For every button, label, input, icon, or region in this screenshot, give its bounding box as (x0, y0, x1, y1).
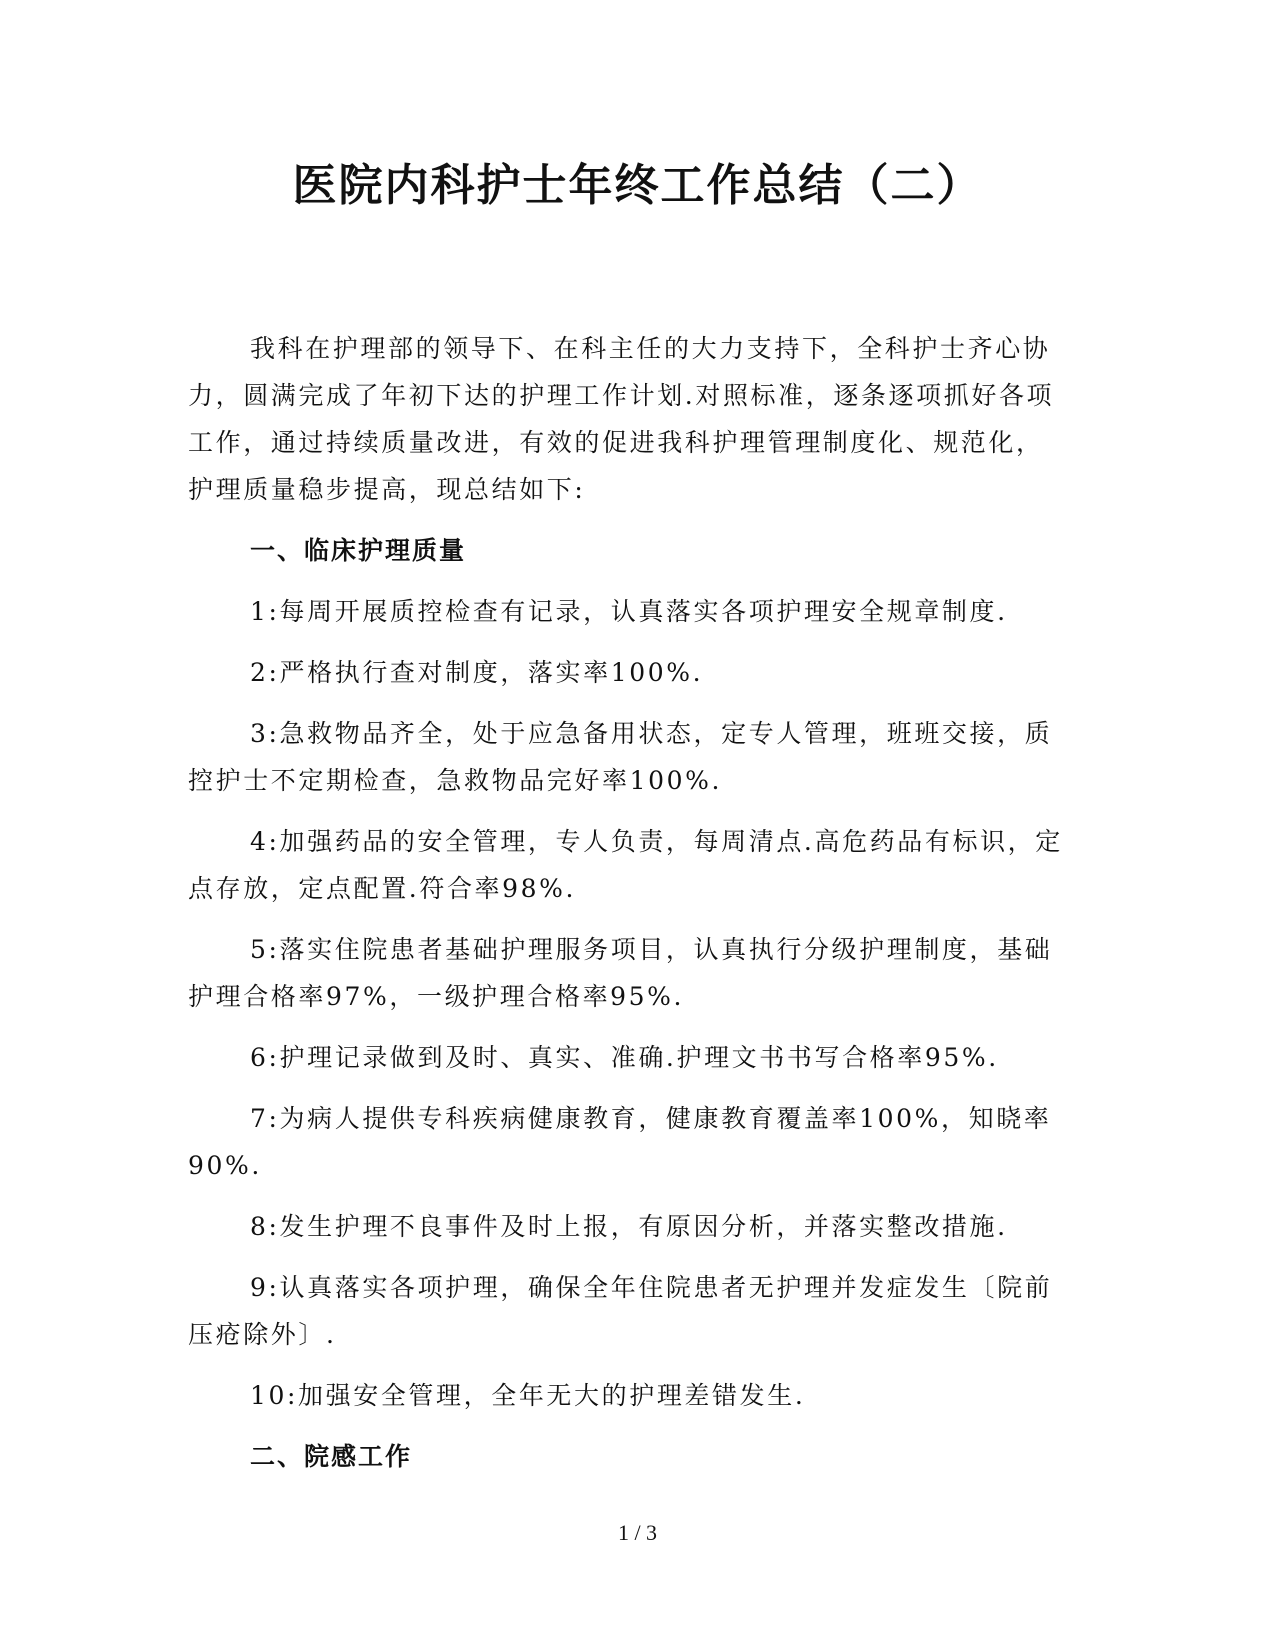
list-item: 7:为病人提供专科疾病健康教育，健康教育覆盖率100%，知晓率90%. (188, 1104, 1052, 1180)
list-item: 10:加强安全管理，全年无大的护理差错发生. (250, 1381, 806, 1410)
list-item: 3:急救物品齐全，处于应急备用状态，定专人管理，班班交接，质控护士不定期检查，急救物品完好率100%. (188, 719, 1053, 795)
document-body (188, 325, 1068, 1494)
list-item: 4:加强药品的安全管理，专人负责，每周清点.高危药品有标识，定点存放，定点配置.符合率98%. (188, 827, 1063, 903)
intro-paragraph: 我科在护理部的领导下、在科主任的大力支持下，全科护士齐心协力，圆满完成了年初下达的护理工作计划.对照标准，逐条逐项抓好各项工作，通过持续质量改进，有效的促进我科护理管理制度化、规范化，护理质量稳步提高，现总结如下: (188, 334, 1055, 504)
list-item: 2:严格执行查对制度，落实率100%. (250, 658, 704, 687)
section-heading-infection-control: 二、院感工作 (250, 1442, 413, 1471)
list-item: 8:发生护理不良事件及时上报，有原因分析，并落实整改措施. (250, 1212, 1008, 1241)
page-number: 1 / 3 (617, 1520, 658, 1545)
section-heading-clinical-quality: 一、临床护理质量 (250, 536, 467, 565)
list-item: 9:认真落实各项护理，确保全年住院患者无护理并发症发生〔院前压疮除外〕. (188, 1273, 1053, 1349)
list-item: 1:每周开展质控检查有记录，认真落实各项护理安全规章制度. (250, 597, 1008, 626)
list-item: 6:护理记录做到及时、真实、准确.护理文书书写合格率95%. (250, 1043, 999, 1072)
page-title: 医院内科护士年终工作总结（二） (292, 160, 983, 211)
list-item: 5:落实住院患者基础护理服务项目，认真执行分级护理制度，基础护理合格率97%，一级护理合格率95%. (188, 935, 1053, 1011)
